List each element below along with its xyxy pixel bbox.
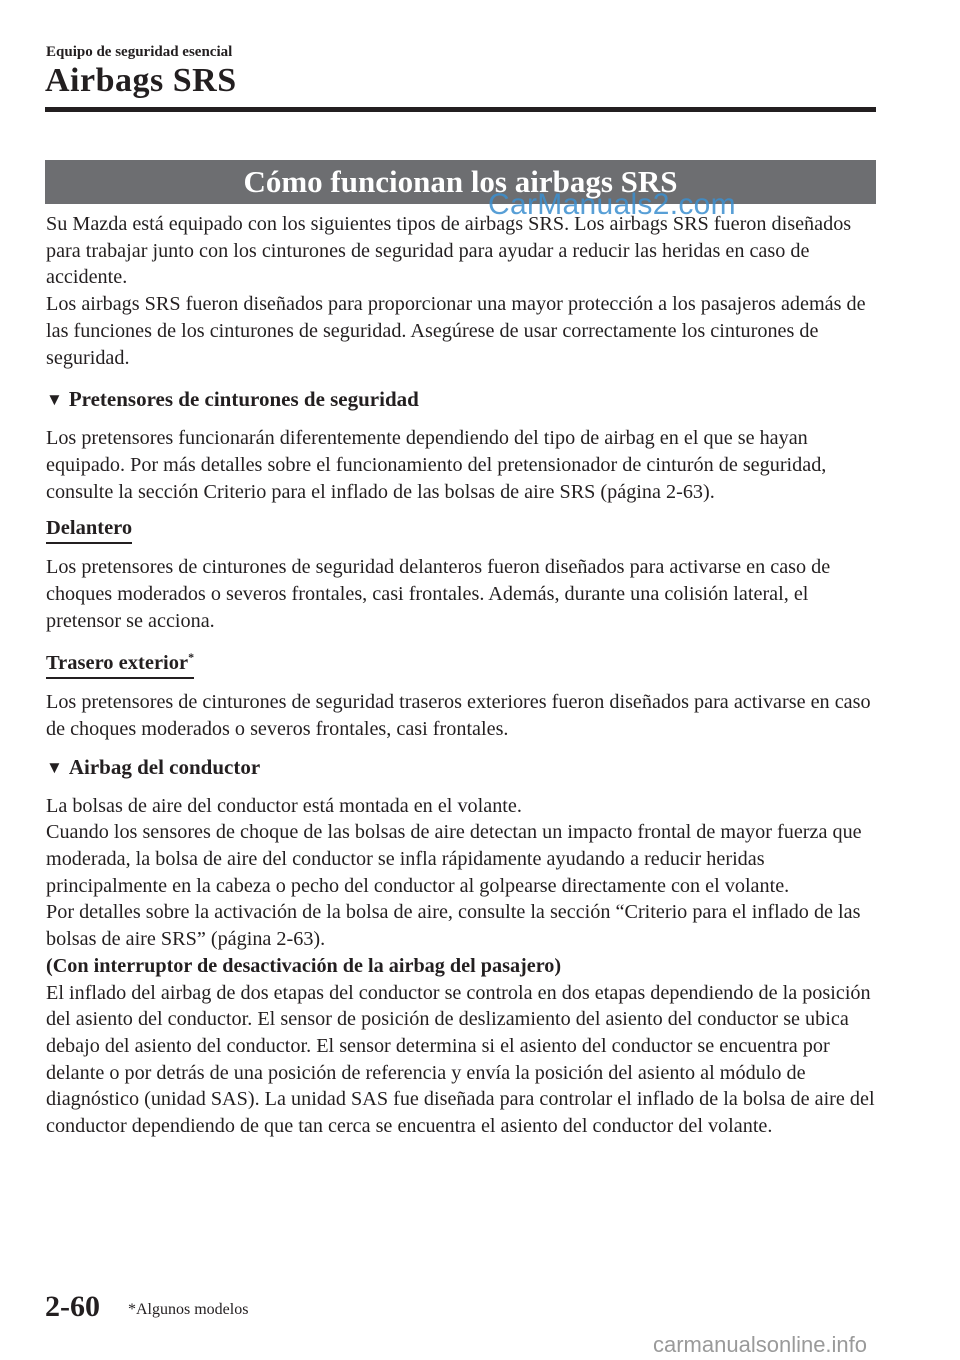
chapter-banner: Cómo funcionan los airbags SRS [45,160,876,204]
section-heading-text: Airbag del conductor [68,754,261,779]
delantero-paragraph: Los pretensores de cinturones de seguridad delanteros fueron diseñados para activarse en caso de choques moderados o severos frontales, casi frontales. Además, durante una colisión lateral, el pretensor se acciona. [46,556,831,632]
conductor-paragraph: La bolsas de aire del conductor está montada en el volante. [46,794,522,817]
pretensores-paragraph: Los pretensores funcionarán diferentemente dependiendo del tipo de airbag en el que se hayan equipado. Por más detalles sobre el funcionamiento del pretensionador de cinturón de seguridad, consulte la sección Criterio para el inflado de las bolsas de aire SRS (página 2-63). [46,427,827,503]
subheading-delantero: Delantero [46,515,132,544]
conductor-paragraph: El inflado del airbag de dos etapas del conductor se controla en dos etapas dependiendo de la posición del asiento del conductor. El sensor de posición de deslizamiento del asiento del conductor se ubica debajo del asiento del conductor. El sensor determina si el asiento del conductor se encuentra por delante o por detrás de una posición de referencia y envía la posición del asiento al módulo de diagnóstico (unidad SAS). La unidad SAS fue diseñada para controlar el inflado de la bolsa de aire del conductor dependiendo de que tan cerca se encuentra el asiento del conductor del volante. [46,981,875,1138]
subheading-text: Trasero exterior [46,652,189,675]
main-content [46,211,878,1140]
section-label: Equipo de seguridad esencial [46,44,233,60]
watermark-text: CarManuals2.com [488,188,736,221]
page-title: Airbags SRS [45,62,237,99]
site-watermark: carmanualsonline.info [653,1332,868,1357]
trasero-paragraph: Los pretensores de cinturones de seguridad traseros exteriores fueron diseñados para activarse en caso de choques moderados o severos frontales, casi frontales. [46,691,871,740]
conductor-bold-note: (Con interruptor de desactivación de la airbag del pasajero) [46,954,562,977]
triangle-down-icon: ▼ [46,757,63,777]
footnote-asterisk: * [188,650,195,665]
intro-paragraph: Su Mazda está equipado con los siguientes tipos de airbags SRS. Los airbags SRS fueron diseñados para trabajar junto con los cinturones de seguridad para ayudar a reducir las heridas en caso de accidente. [46,213,852,289]
section-heading-conductor [46,753,878,783]
triangle-down-icon: ▼ [46,390,63,410]
section-heading-text: Pretensores de cinturones de seguridad [68,387,419,412]
footnote-text: *Algunos modelos [128,1301,249,1318]
subheading-trasero-exterior [46,644,194,679]
intro-paragraph: Los airbags SRS fueron diseñados para proporcionar una mayor protección a los pasajeros además de las funciones de los cinturones de seguridad. Asegúrese de usar correctamente los cinturones de seguridad. [46,293,866,369]
conductor-paragraph: Cuando los sensores de choque de las bolsas de aire detectan un impacto frontal de mayor fuerza que moderada, la bolsa de aire del conductor se infla rápidamente ayudando a reducir heridas principalmente en la cabeza o pecho del conductor al golpearse directamente con el volante. [46,821,862,897]
page-number: 2-60 [45,1290,100,1323]
header-divider [45,107,876,112]
section-heading-pretensores [46,385,878,415]
conductor-paragraph: Por detalles sobre la activación de la bolsa de aire, consulte la sección “Criterio para el inflado de las bolsas de aire SRS” (página 2-63). [46,901,861,951]
